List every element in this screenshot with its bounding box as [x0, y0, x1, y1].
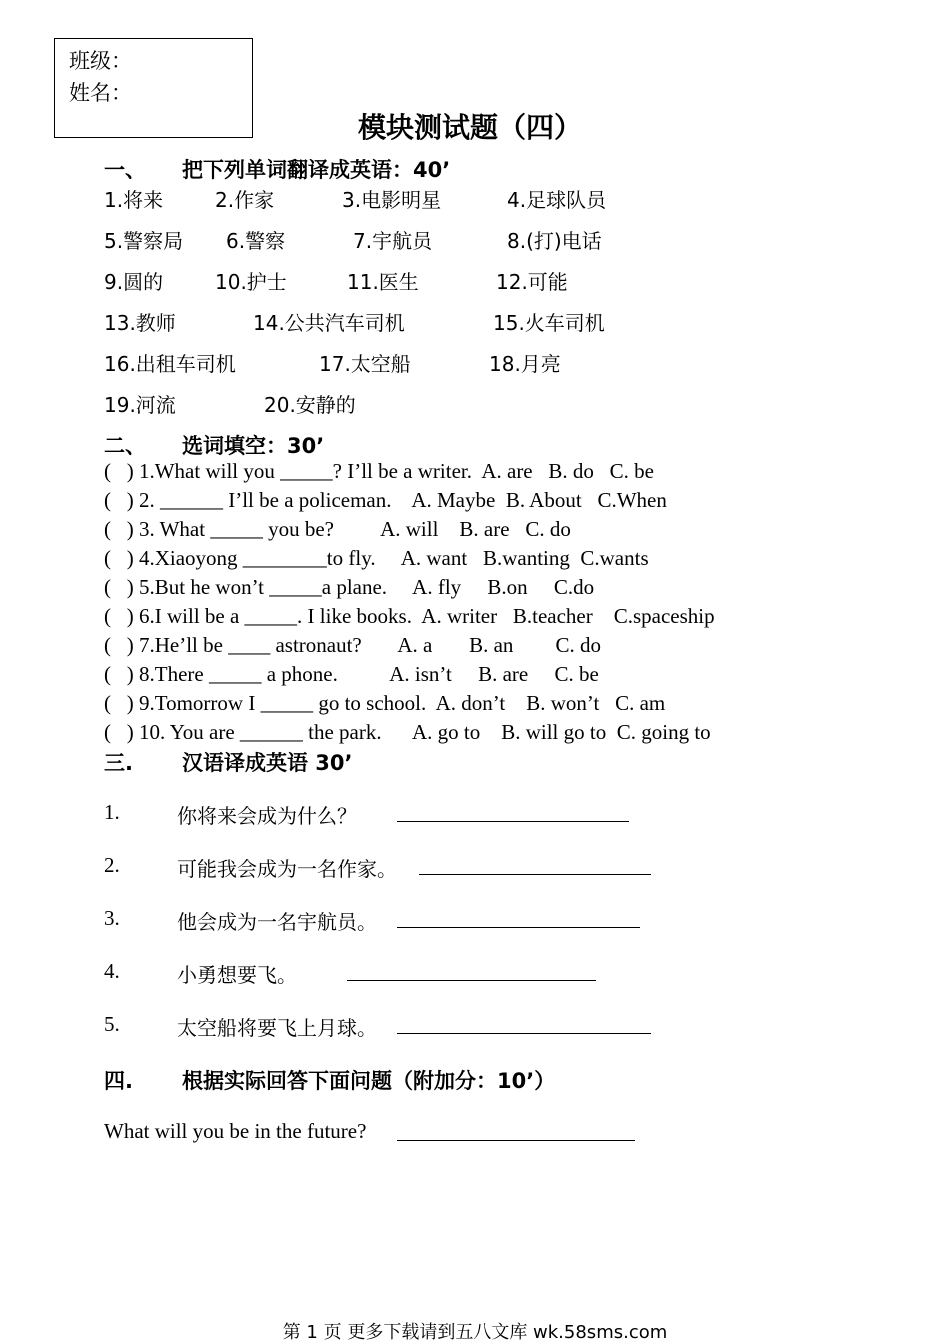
page-title: 模块测试题（四） [357, 111, 582, 144]
option-b: B. About [505, 488, 582, 512]
section4-number: 四. [104, 1069, 133, 1093]
section2-title: 选词填空：30’ [182, 434, 325, 458]
option-b: B. are [478, 662, 529, 686]
word-item: 14.公共汽车司机 [253, 311, 405, 335]
question-stem: ( ) 6.I will be a _____. I like books. [104, 604, 412, 628]
section2-number: 二、 [104, 434, 146, 458]
option-a: A. are [481, 459, 533, 483]
word-item: 15.火车司机 [493, 311, 605, 335]
question-stem: ( ) 7.He’ll be ____ astronaut? [104, 633, 362, 657]
section4-heading [104, 1065, 555, 1095]
option-b: B. an [469, 633, 514, 657]
option-b: B.on [487, 575, 528, 599]
translation-item-3 [104, 906, 120, 931]
option-a: A. don’t [435, 691, 506, 715]
option-a: A. Maybe [411, 488, 496, 512]
item-number: 4. [104, 959, 120, 983]
translation-prompt: 可能我会成为一名作家。 [177, 857, 397, 881]
answer-blank[interactable] [397, 1120, 635, 1141]
option-c: C. be [609, 459, 654, 483]
translation-prompt: 太空船将要飞上月球。 [177, 1016, 377, 1040]
word-item: 16.出租车司机 [104, 352, 236, 376]
question-7 [104, 633, 601, 658]
question-4 [104, 546, 649, 571]
answer-blank[interactable] [419, 854, 651, 875]
word-item: 6.警察 [226, 229, 286, 253]
question-stem: ( ) 8.There _____ a phone. [104, 662, 338, 686]
word-item: 17.太空船 [319, 352, 411, 376]
question-10 [104, 720, 711, 745]
option-a: A. isn’t [389, 662, 452, 686]
word-item: 19.河流 [104, 393, 176, 417]
option-c: C.When [597, 488, 667, 512]
option-a: A. a [397, 633, 433, 657]
word-item: 9.圆的 [104, 270, 164, 294]
translation-item-4 [104, 959, 120, 984]
answer-blank[interactable] [397, 801, 629, 822]
item-number: 3. [104, 906, 120, 930]
word-item: 8.(打)电话 [507, 229, 602, 253]
question-5 [104, 575, 594, 600]
translation-prompt: 小勇想要飞。 [177, 963, 297, 987]
option-b: B. do [548, 459, 594, 483]
word-item: 12.可能 [496, 270, 568, 294]
question-stem: ( ) 3. What _____ you be? [104, 517, 334, 541]
question-6 [104, 604, 715, 629]
option-a: A. fly [412, 575, 462, 599]
item-number: 5. [104, 1012, 120, 1036]
bonus-question: What will you be in the future? [104, 1119, 367, 1143]
translation-item-5 [104, 1012, 120, 1037]
section2-heading [104, 430, 324, 460]
item-number: 1. [104, 800, 120, 824]
word-item: 18.月亮 [489, 352, 561, 376]
name-label: 姓名： [69, 81, 132, 105]
translation-item-2 [104, 853, 120, 878]
option-c: C. do [525, 517, 571, 541]
section1-number: 一、 [104, 158, 146, 182]
option-c: C. am [615, 691, 666, 715]
question-8 [104, 662, 599, 687]
option-a: A. want [400, 546, 468, 570]
section3-heading [104, 747, 353, 777]
item-number: 2. [104, 853, 120, 877]
word-item: 2.作家 [215, 188, 275, 212]
question-9 [104, 691, 665, 716]
option-c: C. be [554, 662, 599, 686]
answer-blank[interactable] [397, 1013, 651, 1034]
section1-heading [104, 154, 450, 184]
word-item: 10.护士 [215, 270, 287, 294]
word-item: 1.将来 [104, 188, 164, 212]
word-item: 13.教师 [104, 311, 176, 335]
question-stem: ( ) 2. ______ I’ll be a policeman. [104, 488, 392, 512]
option-a: A. go to [411, 720, 481, 744]
word-item: 4.足球队员 [507, 188, 607, 212]
question-stem: ( ) 10. You are ______ the park. [104, 720, 382, 744]
question-stem: ( ) 4.Xiaoyong ________to fly. [104, 546, 376, 570]
word-item: 3.电影明星 [342, 188, 442, 212]
page-footer: 第 1 页 更多下载请到五八文库 wk.58sms.com [282, 1322, 668, 1343]
question-3 [104, 517, 571, 542]
option-c: C.do [553, 575, 595, 599]
option-c: C.spaceship [613, 604, 715, 628]
question-stem: ( ) 5.But he won’t _____a plane. [104, 575, 388, 599]
section4-title: 根据实际回答下面问题（附加分：10’） [182, 1069, 556, 1093]
option-b: B.teacher [512, 604, 593, 628]
translation-item-1 [104, 800, 120, 825]
option-b: B. won’t [526, 691, 600, 715]
option-a: A. will [380, 517, 439, 541]
option-a: A. writer [421, 604, 498, 628]
option-b: B. are [459, 517, 510, 541]
word-item: 20.安静的 [264, 393, 356, 417]
option-b: B. will go to [501, 720, 607, 744]
answer-blank[interactable] [397, 907, 640, 928]
question-stem: ( ) 1.What will you _____? I’ll be a writer. [104, 459, 472, 483]
answer-blank[interactable] [347, 960, 596, 981]
translation-prompt: 你将来会成为什么？ [177, 804, 357, 828]
section1-title: 把下列单词翻译成英语：40’ [182, 158, 451, 182]
section3-number: 三. [104, 751, 133, 775]
option-c: C. do [555, 633, 601, 657]
question-1 [104, 459, 654, 484]
option-c: C. going to [616, 720, 711, 744]
section3-title: 汉语译成英语 30’ [182, 751, 353, 775]
class-label: 班级： [69, 49, 132, 73]
option-c: C.wants [580, 546, 649, 570]
question-stem: ( ) 9.Tomorrow I _____ go to school. [104, 691, 427, 715]
word-item: 11.医生 [347, 270, 419, 294]
translation-prompt: 他会成为一名宇航员。 [177, 910, 377, 934]
word-item: 5.警察局 [104, 229, 184, 253]
word-item: 7.宇航员 [353, 229, 433, 253]
question-2 [104, 488, 667, 513]
option-b: B.wanting [482, 546, 570, 570]
